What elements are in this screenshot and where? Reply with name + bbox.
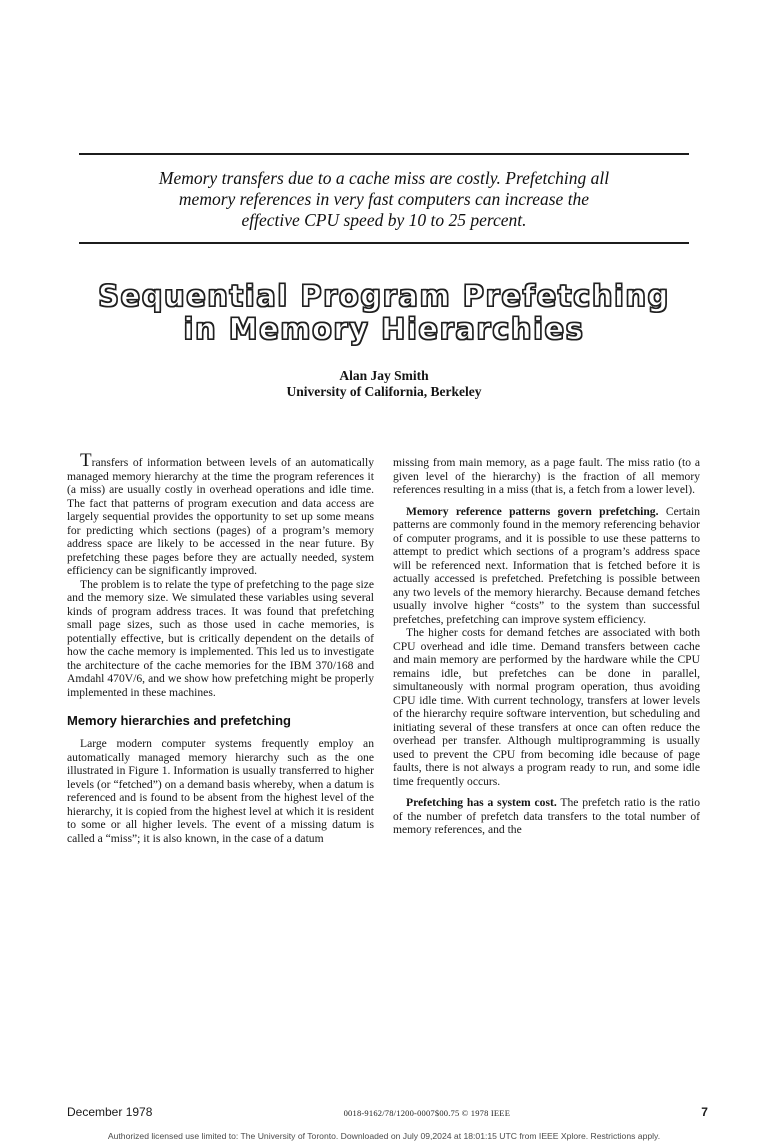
section-heading-memory-hierarchies: Memory hierarchies and prefetching: [67, 713, 291, 728]
footer-copyright-code: 0018-9162/78/1200-0007$00.75 © 1978 IEEE: [343, 1108, 511, 1118]
author-affiliation: University of California, Berkeley: [286, 384, 482, 399]
paragraph-system-cost: [393, 796, 700, 837]
epigraph-line-2: memory references in very fast computers can increase the: [178, 189, 590, 209]
body-columns: [67, 450, 701, 845]
paragraph-large-systems: Large modern computer systems frequently employ an automatically managed memory hierarchy such as the one illustrated in Figure 1. Information is usually transferred to higher levels (or “fetched”) on a demand basis whereby, when a datum is referenced and is found to be absent from the highest level of the hierarchy, it is copied from the highest level at which it is resident to some or all higher levels. The event of a missing datum is called a “miss”; it is also known, in the case of a datum: [67, 737, 374, 845]
paragraph-intro: [67, 450, 374, 578]
license-notice: Authorized licensed use limited to: The University of Toronto. Downloaded on July 09,2024 at 18:01:15 UTC from IEEE Xplore. Restrictions apply.: [107, 1131, 661, 1141]
dropcap-initial: T: [80, 450, 92, 471]
article-title: [0, 280, 768, 346]
paper-page: [0, 153, 768, 1147]
footer-page-number: 7: [701, 1105, 708, 1119]
page-footer: [67, 1105, 708, 1119]
footer-issue-date: December 1978: [67, 1105, 153, 1119]
runin-heading-reference-patterns: Memory reference patterns govern prefetching.: [406, 504, 659, 518]
author-name: Alan Jay Smith: [339, 368, 429, 383]
epigraph-bottom-rule: [79, 242, 689, 244]
epigraph: [0, 168, 768, 231]
article-title-line-2: in Memory Hierarchies: [183, 312, 585, 346]
epigraph-line-3: effective CPU speed by 10 to 25 percent.: [241, 210, 527, 230]
article-title-line-1: Sequential Program Prefetching: [98, 279, 670, 313]
paragraph-problem: The problem is to relate the type of prefetching to the page size and the memory size. We simulated these variables using several kinds of program address traces. It was found that prefetching small page sizes, such as those used in cache memories, is potentially effective, but is critically dependent on the details of how the cache memory is implemented. This led us to investigate the architecture of the cache memories for the IBM 370/168 and Amdahl 470V/6, and we show how prefetching might be properly implemented in these machines.: [67, 577, 374, 699]
paragraph-higher-costs: The higher costs for demand fetches are associated with both CPU overhead and idle time. Demand transfers between cache and main memory are performed by the hardware while the CPU remains idle, but prefetches can be done in parallel, simultaneously with normal program operation, thus avoiding CPU idle time. With current technology, transfers at lower levels of the hierarchy require software intervention, but scheduling and initiating several of these transfers at once can often reduce the overhead per transfer. Although multiprogramming is usually used to prevent the CPU from becoming idle because of page faults, there is not always a program ready to run, and some idle time frequently occurs.: [393, 626, 700, 788]
paragraph-reference-patterns: [393, 505, 700, 627]
runin-heading-system-cost: Prefetching has a system cost.: [406, 796, 557, 809]
paragraph-system-cost-text: The prefetch ratio is the ratio of the number of prefetch data transfers to the total number of memory references, and the: [393, 796, 700, 836]
paragraph-reference-patterns-text: Certain patterns are commonly found in the memory referencing behavior of computer programs, and it is possible to use these patterns to attempt to predict which sections of a program’s address space will be referenced next. Information that is fetched before it is actually accessed is prefetched. Prefetching is possible between any two levels of the memory hierarchy. Because demand fetches usually involve higher “costs” to the system than successful prefetches, prefetching can improve system efficiency.: [393, 504, 700, 626]
left-column: [67, 450, 374, 845]
right-column: [393, 456, 700, 845]
byline: [0, 368, 768, 400]
paragraph-miss-ratio: missing from main memory, as a page fault. The miss ratio (to a given level of the hierarchy) is the fraction of all memory references resulting in a miss (that is, a fetch from a lower level).: [393, 456, 700, 496]
epigraph-top-rule: [79, 153, 689, 155]
epigraph-line-1: Memory transfers due to a cache miss are costly. Prefetching all: [158, 168, 610, 188]
paragraph-intro-text: ransfers of information between levels of an automatically managed memory hierarchy at the time the program references it (a miss) are usually costly in overhead operations and idle time. The fact that patterns of program execution and data access are largely sequential provides the opportunity to set up some means for predicting which sections (pages) of a program’s memory address space are likely to be accessed in the near future. By prefetching these pages before they are actually needed, system efficiency can be significantly improved.: [67, 456, 374, 577]
